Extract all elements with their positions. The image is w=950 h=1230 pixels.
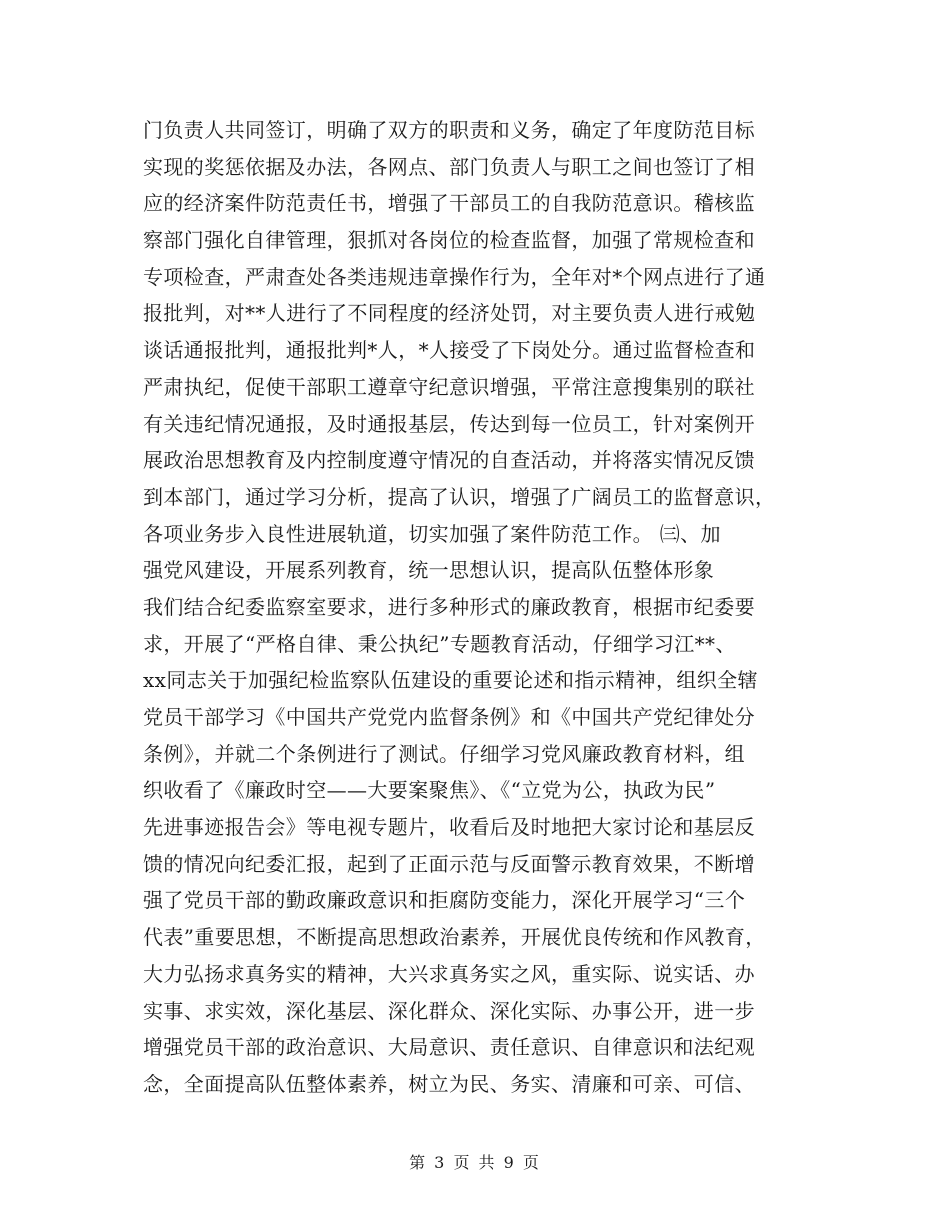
body-text: [143, 112, 813, 1103]
text-line: 应的经济案件防范责任书，增强了干部员工的自我防范意识。稽核监: [143, 191, 755, 216]
text-line: 严肃执纪，促使干部职工遵章守纪意识增强，平常注意搜集别的联社: [143, 374, 755, 399]
text-line: 条例》，并就二个条例进行了测试。仔细学习党风廉政教育材料，组: [143, 741, 745, 766]
text-line: 强党风建设，开展系列教育，统一思想认识，提高队伍整体形象: [143, 558, 715, 583]
text-line: 先进事迹报告会》等电视专题片，收看后及时地把大家讨论和基层反: [143, 815, 755, 840]
text-line: 织收看了《廉政时空——大要案聚焦》、《“立党为公，执政为民”: [143, 778, 716, 803]
text-line: 实事、求实效，深化基层、深化群众、深化实际、办事公开，进一步: [143, 998, 755, 1023]
text-line: 增强党员干部的政治意识、大局意识、责任意识、自律意识和法纪观: [143, 1035, 755, 1060]
text-line: 到本部门，通过学习分析，提高了认识，增强了广阔员工的监督意识，: [143, 484, 776, 509]
page-number-footer: 第 3 页 共 9 页: [409, 1153, 541, 1172]
text-line: 强了党员干部的勤政廉政意识和拒腐防变能力，深化开展学习“三个: [143, 888, 746, 913]
text-line: xx同志关于加强纪检监察队伍建设的重要论述和指示精神，组织全辖: [143, 668, 758, 693]
text-line: 党员干部学习《中国共产党党内监督条例》和《中国共产党纪律处分: [143, 705, 755, 729]
text-line: 代表”重要思想，不断提高思想政治素养，开展优良传统和作风教育，: [143, 925, 766, 950]
text-line: 报批判，对**人进行了不同程度的经济处罚，对主要负责人进行戒勉: [143, 301, 756, 326]
text-line: 念，全面提高队伍整体素养，树立为民、务实、清廉和可亲、可信、: [143, 1071, 755, 1096]
text-line: 专项检查，严肃查处各类违规违章操作行为，全年对*个网点进行了通: [143, 264, 766, 289]
text-line: 有关违纪情况通报，及时通报基层，传达到每一位员工，针对案例开: [143, 411, 755, 436]
text-line: 大力弘扬求真务实的精神，大兴求真务实之风，重实际、说实话、办: [143, 961, 755, 986]
text-line: 我们结合纪委监察室要求，进行多种形式的廉政教育，根据市纪委要: [143, 594, 755, 619]
text-line: 门负责人共同签订，明确了双方的职责和义务，确定了年度防范目标: [143, 118, 755, 142]
text-line: 实现的奖惩依据及办法，各网点、部门负责人与职工之间也签订了相: [143, 154, 755, 179]
text-line: 馈的情况向纪委汇报，起到了正面示范与反面警示教育效果，不断增: [143, 851, 755, 876]
text-line: 察部门强化自律管理，狠抓对各岗位的检查监督，加强了常规检查和: [143, 228, 755, 253]
text-line: 各项业务步入良性进展轨道，切实加强了案件防范工作。 ㈢、加: [143, 521, 721, 546]
text-line: 谈话通报批判，通报批判*人，*人接受了下岗处分。通过监督检查和: [143, 338, 756, 363]
text-line: 求，开展了“严格自律、秉公执纪”专题教育活动，仔细学习江**、: [143, 631, 736, 656]
text-line: 展政治思想教育及内控制度遵守情况的自查活动，并将落实情况反馈: [143, 448, 755, 473]
